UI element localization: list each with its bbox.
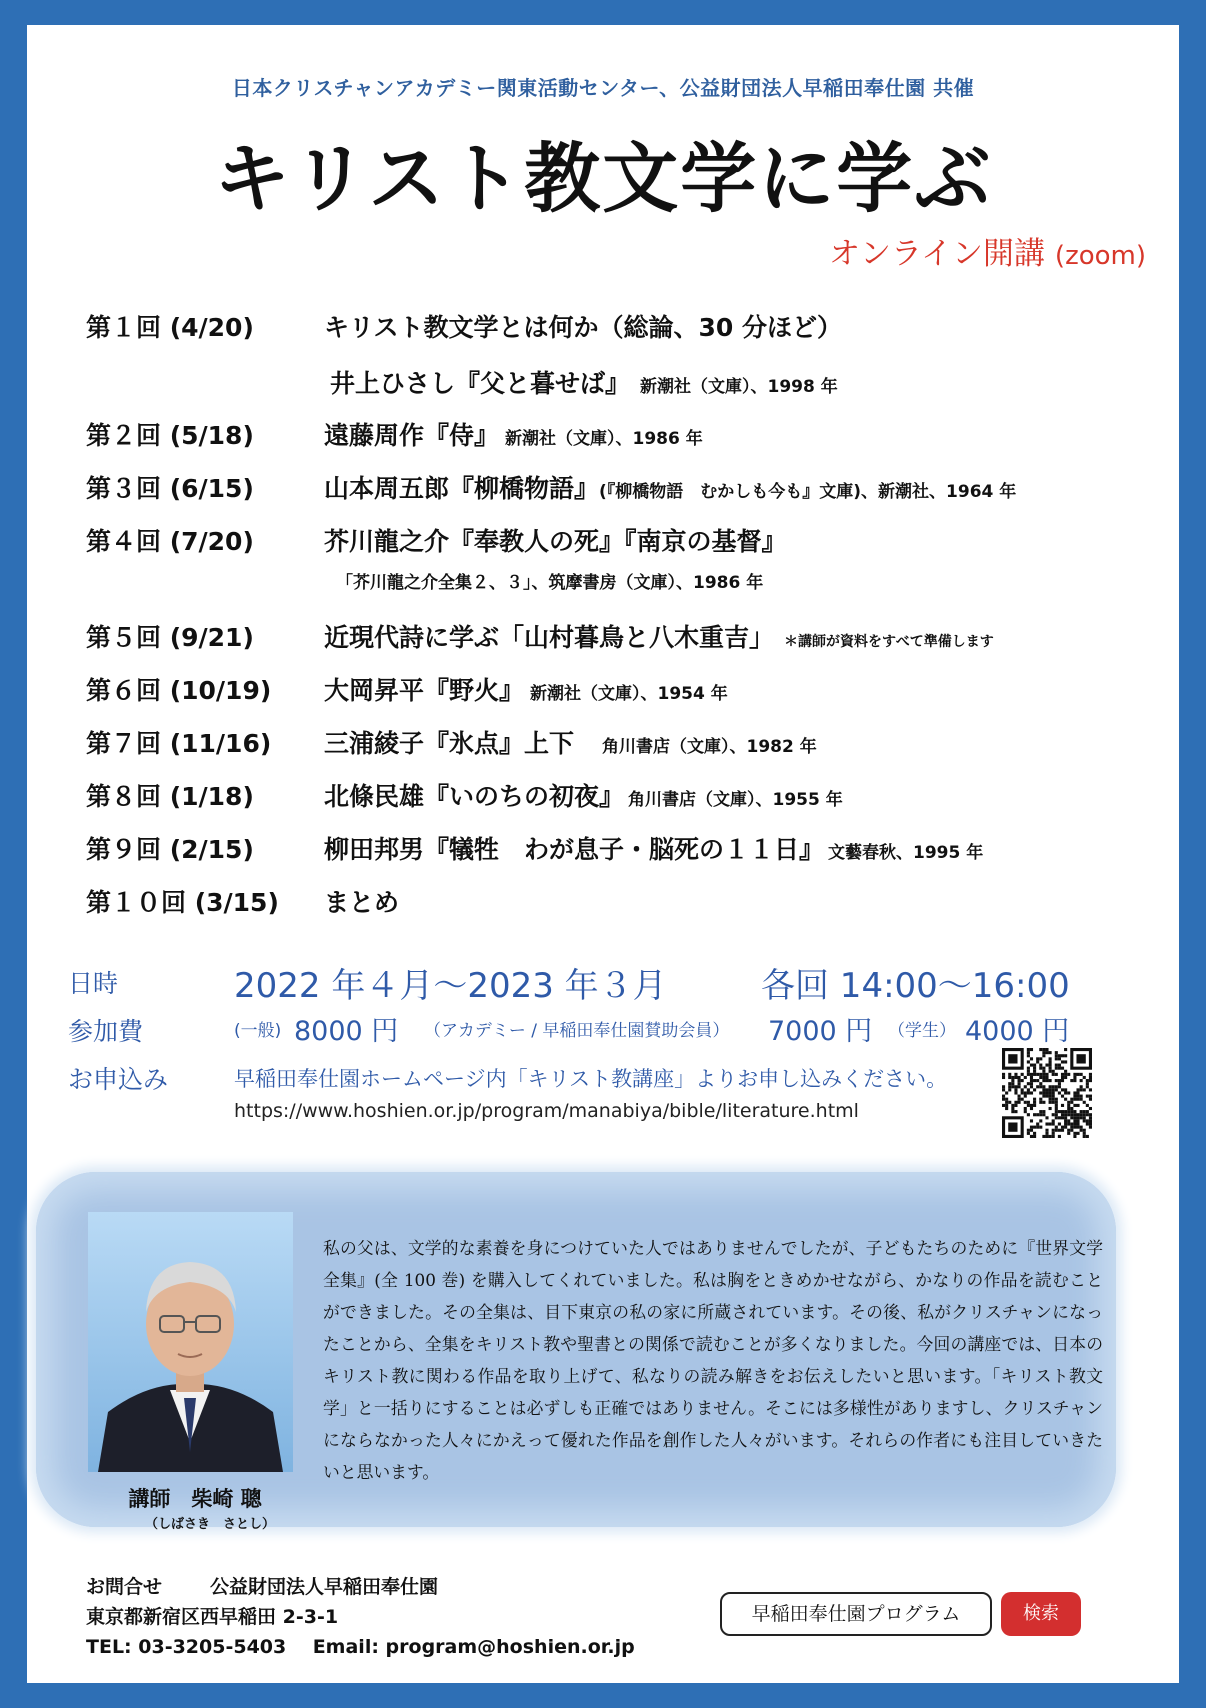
lecturer-name: 講師 柴崎 聰: [128, 1487, 262, 1511]
session-row: [86, 364, 1126, 416]
fee-member: 7000 円: [768, 1016, 873, 1047]
contact-tel: TEL: 03-3205-5403: [86, 1636, 287, 1658]
lecturer-photo: [88, 1212, 293, 1472]
session-topic: キリスト教文学とは何か（総論、30 分ほど）: [324, 313, 842, 342]
session-note: ＊講師が資料をすべて準備します: [784, 634, 994, 650]
session-row: [86, 416, 1126, 469]
lecturer-bio: 私の父は、文学的な素養を身につけていた人ではありませんでしたが、子どもたちのために『世界文学全集』(全 100 巻) を購入してくれていました。私は胸をときめかせながら、かなりの作品を読むことができました。その全集は、目下東京の私の家に所蔵されています。その後、私がクリスチャンになったことから、全集をキリスト教や聖書との関係で読むことが多くなりました。今回の講座では、日本のキリスト教に関わる作品を取り上げて、私なりの読み解きをお伝えしたいと思います。「キリスト教文学」と一括りにすることは必ずしも正確ではありません。そこには多様性がありますし、クリスチャンにならなかった人々にかえって優れた作品を創作した人々がいます。それらの作者にも注目していきたいと思います。: [323, 1238, 1103, 1482]
session-row: [86, 830, 1126, 883]
session-note: 角川書店（文庫）、1982 年: [602, 737, 817, 757]
time-value: 各回 14:00～16:00: [761, 966, 1070, 1006]
session-topic: 芥川龍之介『奉教人の死』『南京の基督』: [324, 527, 787, 556]
online-badge: [829, 228, 1146, 273]
session-number: 第８回 (1/18): [86, 782, 254, 811]
contact-label: お問合せ: [86, 1576, 163, 1598]
contact-email[interactable]: Email: program@hoshien.or.jp: [312, 1636, 635, 1658]
fee-member-label: （アカデミー / 早稲田奉仕園賛助会員）: [424, 1021, 730, 1041]
date-label: 日時: [68, 969, 119, 998]
session-row: [86, 724, 1126, 777]
session-topic: 山本周五郎『柳橋物語』: [324, 474, 600, 503]
online-label: オンライン開講: [828, 236, 1046, 272]
contact-line: [86, 1632, 635, 1662]
session-row: [86, 469, 1126, 522]
session-row: [86, 522, 1126, 564]
session-topic: 井上ひさし『父と暮せば』: [330, 369, 631, 398]
online-tool: (zoom): [1054, 241, 1146, 271]
session-sub-note: 「芥川龍之介全集２、３」、筑摩書房（文庫）、1986 年: [336, 573, 764, 593]
session-number: 第３回 (6/15): [86, 474, 254, 503]
fee-student: 4000 円: [965, 1016, 1070, 1047]
fee-label: 参加費: [68, 1017, 144, 1046]
session-row: [86, 671, 1126, 724]
apply-url-link[interactable]: https://www.hoshien.or.jp/program/manabiya/bible/literature.html: [234, 1100, 859, 1122]
session-topic: 近現代詩に学ぶ「山村暮鳥と八木重吉」: [324, 623, 775, 652]
session-number: 第２回 (5/18): [86, 421, 254, 450]
session-note: 新潮社（文庫）、1998 年: [640, 377, 838, 397]
date-value: 2022 年４月～2023 年３月: [234, 966, 667, 1006]
session-topic: 遠藤周作『侍』: [324, 421, 500, 450]
session-number: 第７回 (11/16): [86, 729, 272, 758]
contact-line: [86, 1572, 635, 1602]
session-topic: 大岡昇平『野火』: [324, 676, 525, 705]
session-topic: 三浦綾子『氷点』上下: [324, 729, 575, 758]
session-note: 新潮社（文庫）、1954 年: [530, 684, 728, 704]
fee-student-label: （学生）: [888, 1021, 956, 1041]
session-number: 第１０回 (3/15): [86, 888, 279, 917]
session-number: 第６回 (10/19): [86, 676, 272, 705]
session-number: 第１回 (4/20): [86, 313, 254, 342]
contact-address: 東京都新宿区西早稲田 2-3-1: [86, 1606, 339, 1628]
session-row: [86, 883, 1126, 936]
apply-text: 早稲田奉仕園ホームページ内「キリスト教講座」よりお申し込みください。: [234, 1067, 948, 1091]
apply-label: お申込み: [68, 1065, 169, 1094]
page-title: キリスト教文学に学ぶ: [213, 134, 993, 223]
organizers-line: 日本クリスチャンアカデミー関東活動センター、公益財団法人早稲田奉仕園 共催: [231, 76, 975, 100]
session-topic: 北條民雄『いのちの初夜』: [324, 782, 625, 811]
session-row: [86, 618, 1126, 671]
search-button[interactable]: 検索: [1001, 1592, 1081, 1636]
fee-general: 8000 円: [294, 1016, 399, 1047]
session-schedule: [86, 308, 1126, 936]
qr-code[interactable]: [1002, 1048, 1092, 1138]
session-note: 新潮社（文庫）、1986 年: [505, 429, 703, 449]
session-note: 角川書店（文庫）、1955 年: [628, 790, 843, 810]
session-number: 第５回 (9/21): [86, 623, 254, 652]
session-number: 第９回 (2/15): [86, 835, 254, 864]
session-topic: まとめ: [324, 888, 400, 917]
session-row: [86, 308, 1126, 364]
contact-block: [86, 1572, 635, 1662]
session-note: (『柳橋物語 むかしも今も』文庫)、新潮社、1964 年: [599, 482, 1017, 502]
session-number: 第４回 (7/20): [86, 527, 254, 556]
search-input[interactable]: 早稲田奉仕園プログラム: [720, 1592, 992, 1636]
contact-org: 公益財団法人早稲田奉仕園: [210, 1576, 439, 1598]
lecturer-reading: （しばさき さとし）: [144, 1517, 275, 1532]
session-note: 文藝春秋、1995 年: [828, 843, 984, 863]
fee-general-label: (一般): [234, 1021, 282, 1041]
session-topic: 柳田邦男『犠牲 わが息子・脳死の１１日』: [324, 835, 825, 864]
session-row: [86, 777, 1126, 830]
